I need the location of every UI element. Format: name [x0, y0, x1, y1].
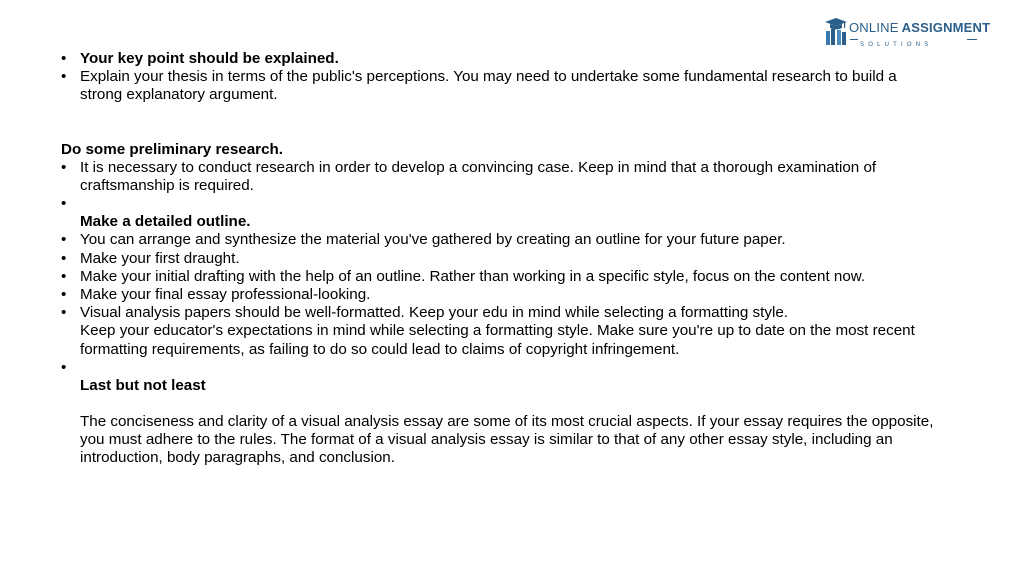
list-item — [61, 231, 941, 249]
bullet-marker: • — [61, 50, 67, 67]
bullet-marker: • — [61, 286, 67, 304]
bullet-marker: • — [61, 158, 67, 176]
list-item — [61, 68, 941, 104]
list-item-text: Make your initial drafting with the help of an outline. Rather than working in a specific style, focus on the content now. — [80, 267, 866, 285]
logo-divider-left — [850, 39, 858, 40]
list-item-text: Make your final essay professional-looking. — [80, 286, 371, 304]
list-item — [61, 304, 941, 359]
spacer — [61, 105, 941, 141]
empty-line — [80, 195, 941, 213]
bullet-marker: • — [61, 304, 67, 322]
document-body — [61, 50, 941, 468]
bullet-marker: • — [61, 231, 67, 249]
list-item-continuation: Keep your educator's expectations in mind while selecting a formatting style. Make sure you're up to date on the most recent formatting requirements, as failing to do so could lead to claims of copyright infringement. — [80, 322, 915, 358]
empty-line — [80, 359, 941, 377]
section-heading: Last but not least — [80, 376, 206, 394]
bullet-marker: • — [61, 195, 67, 213]
graduate-books-icon — [824, 17, 848, 47]
bullet-marker: • — [61, 249, 67, 267]
closing-paragraph: The conciseness and clarity of a visual analysis essay are some of its most crucial aspects. If your essay requires the opposite, you must adhere to the rules. The format of a visual analysis essay is similar to that of any other essay style, including an introduction, body paragraphs, and conclusion. — [80, 413, 934, 467]
list-item-text: Explain your thesis in terms of the public's perceptions. You may need to undertake some fundamental research to build a strong explanatory argument. — [80, 68, 897, 104]
list-item-text: It is necessary to conduct research in order to develop a convincing case. Keep in mind that a thorough examination of craftsmanship is required. — [80, 158, 877, 195]
logo-word-online: ONLINE — [849, 20, 899, 35]
list-item-text: Visual analysis papers should be well-formatted. Keep your edu in mind while selecting a formatting style. — [80, 304, 788, 322]
list-item — [61, 159, 941, 195]
list-item — [61, 50, 941, 68]
logo-divider-right — [967, 39, 977, 40]
logo-wordmark — [849, 19, 990, 37]
logo-word-solutions: SOLUTIONS — [860, 42, 933, 48]
list-item-text: You can arrange and synthesize the material you've gathered by creating an outline for your future paper. — [80, 231, 786, 249]
brand-logo — [824, 17, 991, 49]
section-heading: Make a detailed outline. — [80, 213, 251, 231]
bullet-marker: • — [61, 68, 67, 86]
list-item — [61, 195, 941, 231]
list-item — [61, 250, 941, 268]
empty-line — [80, 395, 941, 413]
section-heading: Do some preliminary research. — [61, 140, 284, 158]
bullet-marker: • — [61, 267, 67, 285]
list-item — [61, 268, 941, 286]
list-item — [61, 286, 941, 304]
list-item-text: Your key point should be explained. — [80, 50, 339, 67]
bullet-marker: • — [61, 358, 67, 376]
list-item — [61, 359, 941, 468]
list-item-text: Make your first draught. — [80, 249, 240, 267]
logo-word-assignment: ASSIGNMENT — [901, 20, 991, 35]
